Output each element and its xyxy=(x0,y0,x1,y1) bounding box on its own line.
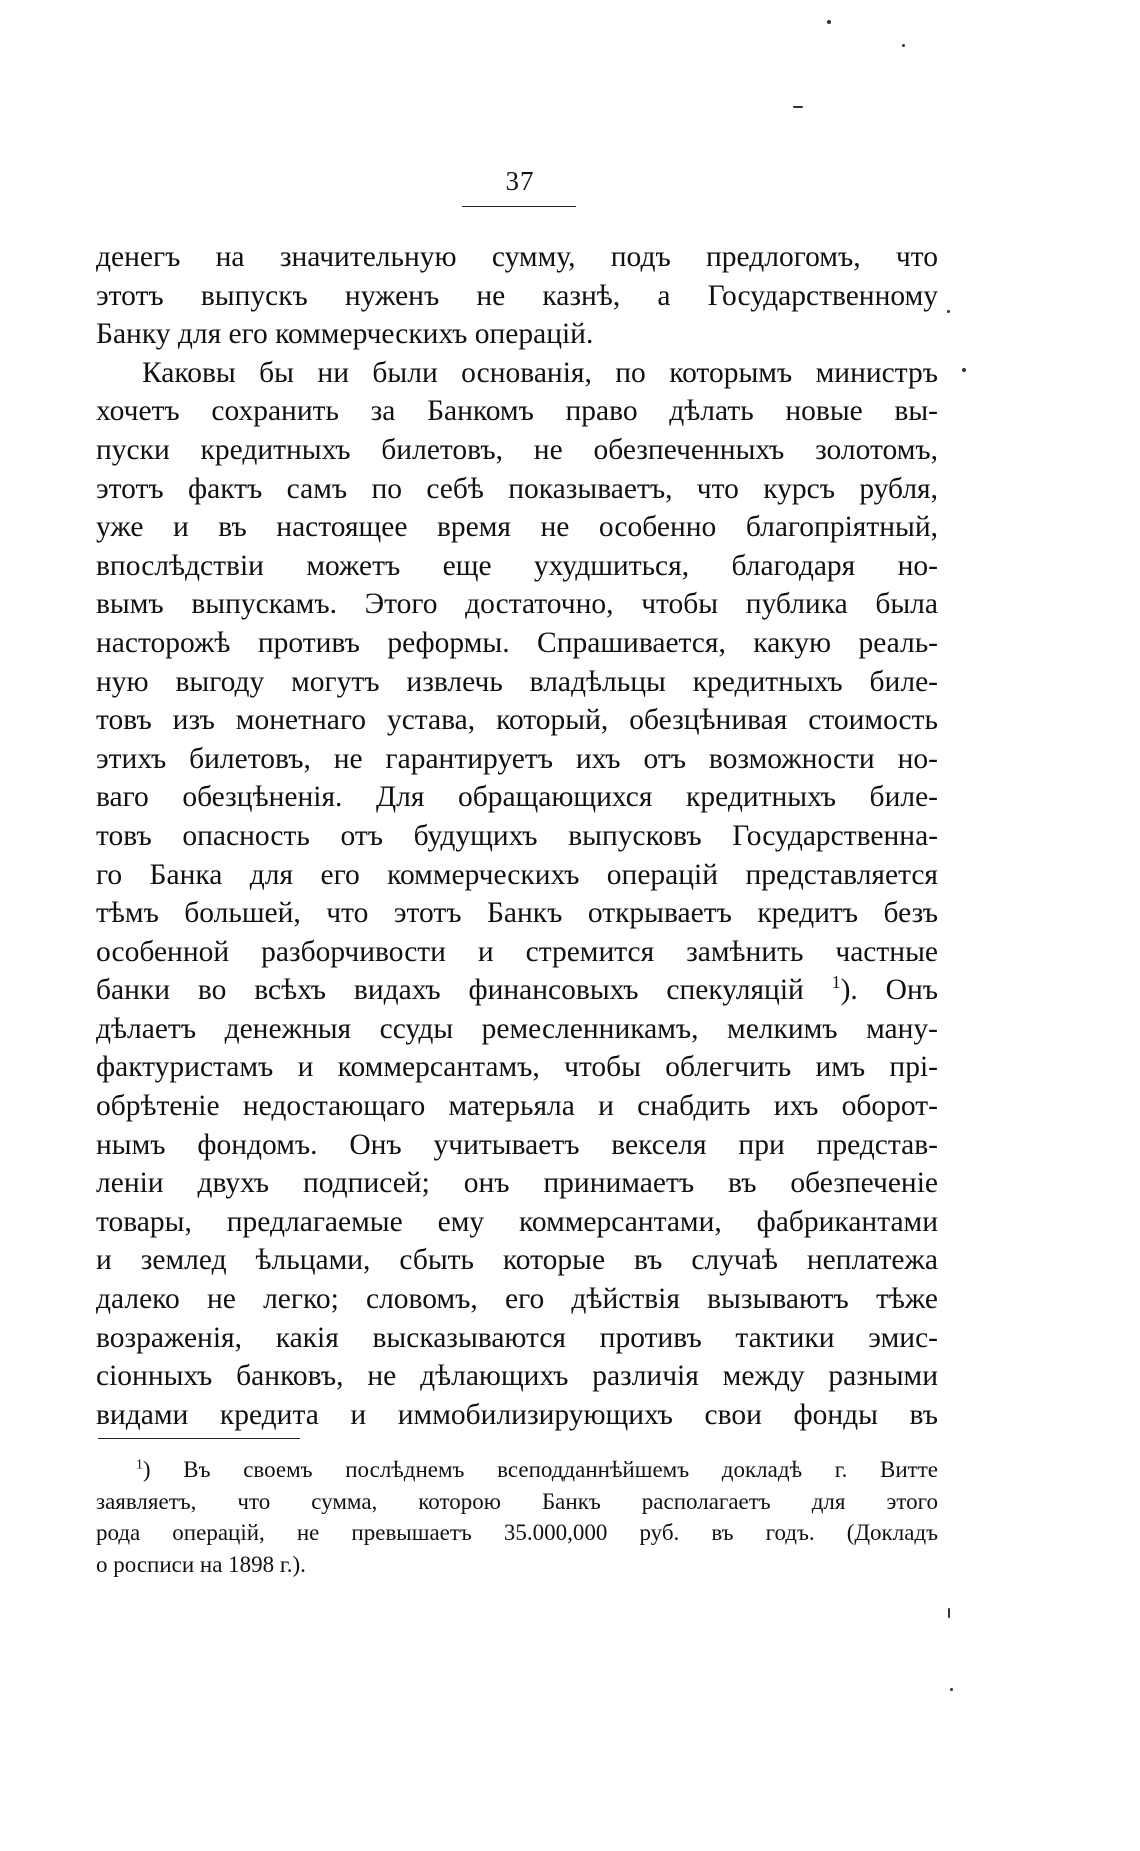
text-line: хочетъ сохранить за Банкомъ право дѣлать новые вы- xyxy=(96,395,938,428)
page-number: 37 xyxy=(505,166,535,196)
text-line: насторожѣ противъ реформы. Спрашивается, какую реаль- xyxy=(96,626,938,659)
text-line: дѣлаетъ денежныя ссуды ремесленникамъ, мелкимъ ману- xyxy=(96,1012,938,1045)
text-line: ваго обезцѣненія. Для обращающихся кредитныхъ биле- xyxy=(96,781,938,814)
text-line: го Банка для его коммерческихъ операцій представляется xyxy=(96,858,938,891)
page-number-rule xyxy=(462,206,576,207)
text-segment: ). Онъ xyxy=(840,974,938,1007)
text-segment: банки во всѣхъ видахъ финансовыхъ спекуляцій xyxy=(96,974,804,1007)
text-line: этотъ выпускъ нуженъ не казнѣ, а Государственному xyxy=(96,279,938,312)
scan-speck xyxy=(950,1688,953,1691)
text-line: уже и въ настоящее время не особенно благопріятный, xyxy=(96,511,938,544)
scan-speck xyxy=(902,44,905,47)
footnote-line: заявляетъ, что сумма, которою Банкъ располагаетъ для этого xyxy=(96,1488,938,1514)
text-line: возраженія, какія высказываются противъ тактики эмис- xyxy=(96,1321,938,1354)
text-line: товары, предлагаемые ему коммерсантами, фабрикантами xyxy=(96,1205,938,1238)
main-text xyxy=(96,238,938,1434)
text-line: тѣмъ большей, что этотъ Банкъ открываетъ кредитъ безъ xyxy=(96,897,938,930)
text-line: денегъ на значительную сумму, подъ предлогомъ, что xyxy=(96,241,938,273)
scan-speck xyxy=(947,310,950,313)
text-line: ную выгоду могутъ извлечь владѣльцы кредитныхъ биле- xyxy=(96,665,938,698)
scan-speck xyxy=(793,106,803,108)
text-line: видами кредита и иммобилизирующихъ свои фонды въ xyxy=(96,1398,938,1431)
text-line: сіонныхъ банковъ, не дѣлающихъ различія между разными xyxy=(96,1360,938,1393)
text-line: Каковы бы ни были основанія, по которымъ министръ xyxy=(142,356,938,389)
text-line: фактуристамъ и коммерсантамъ, чтобы облегчить имъ прі- xyxy=(96,1051,938,1084)
text-line: обрѣтеніе недостающаго матерьяла и снабдить ихъ оборот- xyxy=(96,1090,938,1123)
text-line: Банку для его коммерческихъ операцій. xyxy=(96,318,594,351)
text-line: особенной разборчивости и стремится замѣнить частные xyxy=(96,935,938,968)
footnote-marker: 1 xyxy=(831,972,841,993)
text-line: впослѣдствіи можетъ еще ухудшиться, благодаря но- xyxy=(96,549,938,582)
text-line: вымъ выпускамъ. Этого достаточно, чтобы публика была xyxy=(96,588,938,621)
footnote-line: о росписи на 1898 г.). xyxy=(96,1551,306,1577)
text-line-with-footnote-ref xyxy=(96,971,938,1010)
text-line: нымъ фондомъ. Онъ учитываетъ векселя при представ- xyxy=(96,1128,938,1161)
footnote-text: ) Въ своемъ послѣднемъ всеподданнѣйшемъ докладѣ г. Витте xyxy=(142,1457,938,1482)
text-line: этихъ билетовъ, не гарантируетъ ихъ отъ возможности но- xyxy=(96,742,938,775)
footnote-rule xyxy=(98,1438,300,1439)
scan-speck xyxy=(948,1608,950,1618)
text-line: товъ изъ монетнаго устава, который, обезцѣнивая стоимость xyxy=(96,704,938,737)
text-line: леніи двухъ подписей; онъ принимаетъ въ обезпеченіе xyxy=(96,1167,938,1200)
text-line: и землед ѣльцами, сбыть которые въ случаѣ неплатежа xyxy=(96,1244,938,1277)
text-line: товъ опасность отъ будущихъ выпусковъ Государственна- xyxy=(96,819,938,852)
scan-speck xyxy=(962,368,966,372)
footnote-line: рода операцій, не превышаетъ 35.000,000 руб. въ годъ. (Докладъ xyxy=(96,1520,938,1545)
footnote xyxy=(96,1454,938,1580)
text-line: этотъ фактъ самъ по себѣ показываетъ, что курсъ рубля, xyxy=(96,472,938,505)
text-line: далеко не легко; словомъ, его дѣйствія вызываютъ тѣже xyxy=(96,1283,938,1316)
footnote-line xyxy=(96,1454,938,1486)
footnote-number: 1 xyxy=(136,1456,143,1472)
text-line: пуски кредитныхъ билетовъ, не обезпеченныхъ золотомъ, xyxy=(96,433,938,466)
scan-speck xyxy=(827,20,831,24)
